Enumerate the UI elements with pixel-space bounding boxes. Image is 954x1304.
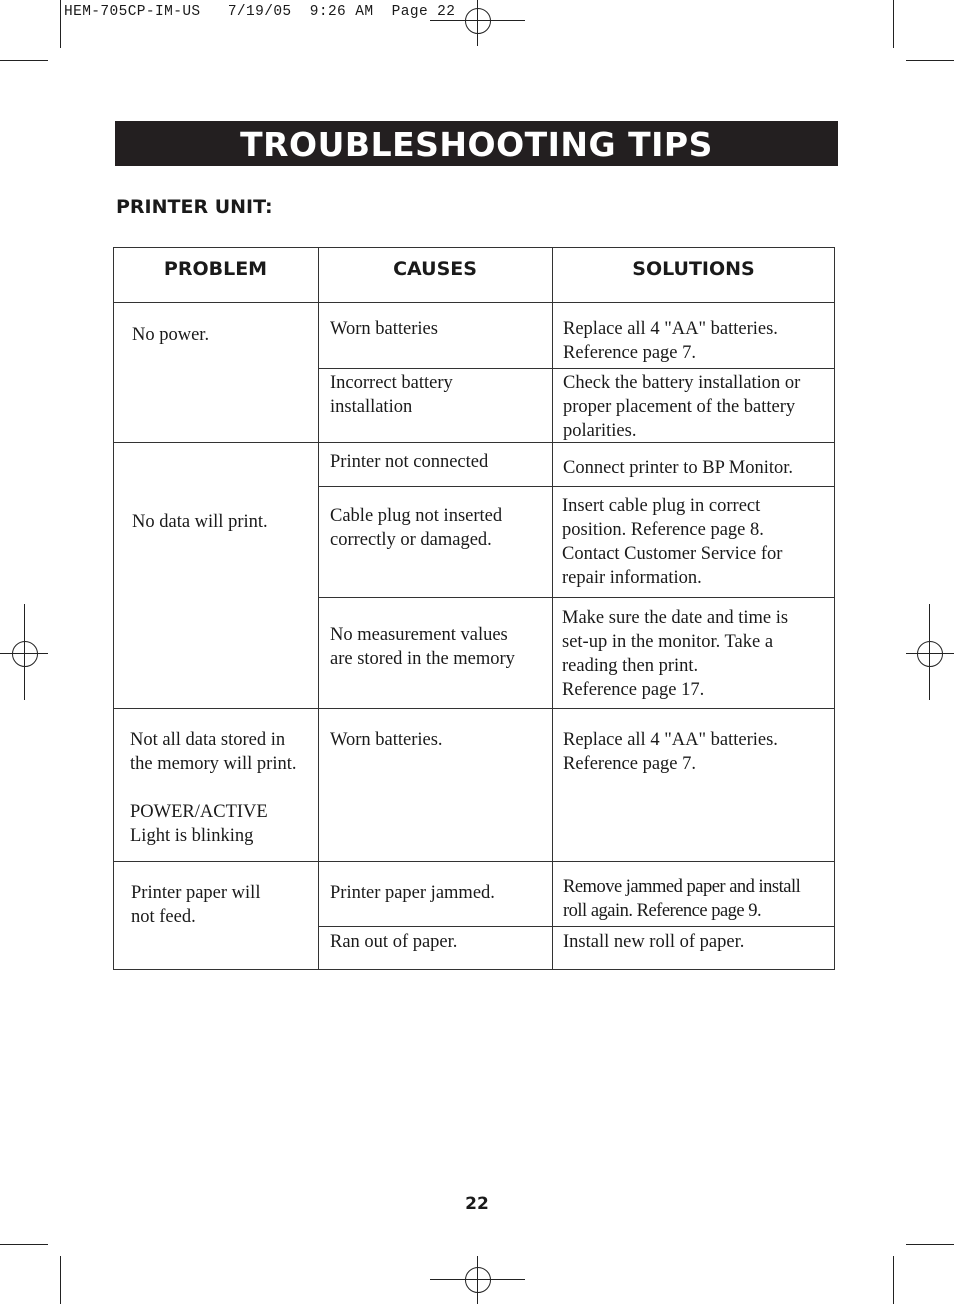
section-heading: PRINTER UNIT: [116, 196, 273, 218]
header-causes: CAUSES [393, 258, 477, 280]
solution-cell: Replace all 4 "AA" batteries. Reference page 7. [563, 319, 778, 363]
subrow-divider [318, 597, 835, 598]
row-divider [113, 302, 835, 303]
cause-cell: Cable plug not inserted correctly or damaged. [330, 506, 503, 550]
solution-cell: Remove jammed paper and install roll again. Reference page 9. [563, 877, 801, 921]
problem-cell: No data will print. [132, 512, 268, 532]
crop-mark [893, 0, 894, 48]
crop-mark [0, 60, 48, 61]
solution-cell: Install new roll of paper. [563, 932, 745, 952]
subrow-divider [318, 486, 835, 487]
cause-cell: No measurement values are stored in the memory [330, 625, 515, 669]
crop-mark [893, 1256, 894, 1304]
header-problem: PROBLEM [163, 258, 268, 280]
page-title: TROUBLESHOOTING TIPS [115, 121, 838, 166]
solution-cell: Insert cable plug in correct position. Reference page 8. Contact Customer Service for repair information. [562, 496, 783, 588]
cause-cell: Printer not connected [330, 452, 489, 472]
crop-mark [906, 1244, 954, 1245]
cause-cell: Worn batteries [330, 319, 438, 339]
row-divider [113, 861, 835, 862]
crop-mark [60, 0, 61, 48]
problem-cell: Printer paper will not feed. [131, 883, 261, 927]
subrow-divider [318, 368, 835, 369]
crop-mark [60, 1256, 61, 1304]
cause-cell: Printer paper jammed. [330, 883, 495, 903]
solution-cell: Make sure the date and time is set-up in the monitor. Take a reading then print. Reference page 17. [562, 608, 789, 700]
problem-cell: No power. [132, 325, 210, 345]
page-number: 22 [465, 1194, 489, 1214]
subrow-divider [318, 926, 835, 927]
cause-cell: Ran out of paper. [330, 932, 458, 952]
solution-cell: Connect printer to BP Monitor. [563, 458, 794, 478]
cause-cell: Worn batteries. [330, 730, 443, 750]
row-divider [113, 708, 835, 709]
solution-cell: Check the battery installation or proper placement of the battery polarities. [563, 373, 801, 441]
cause-cell: Incorrect battery installation [330, 373, 453, 417]
header-solutions: SOLUTIONS [632, 258, 755, 280]
problem-cell: Not all data stored in the memory will print. POWER/ACTIVE Light is blinking [130, 730, 297, 846]
print-slug: HEM-705CP-IM-US 7/19/05 9:26 AM Page 22 [64, 4, 456, 20]
crop-mark [906, 60, 954, 61]
solution-cell: Replace all 4 "AA" batteries. Reference page 7. [563, 730, 778, 774]
crop-mark [0, 1244, 48, 1245]
